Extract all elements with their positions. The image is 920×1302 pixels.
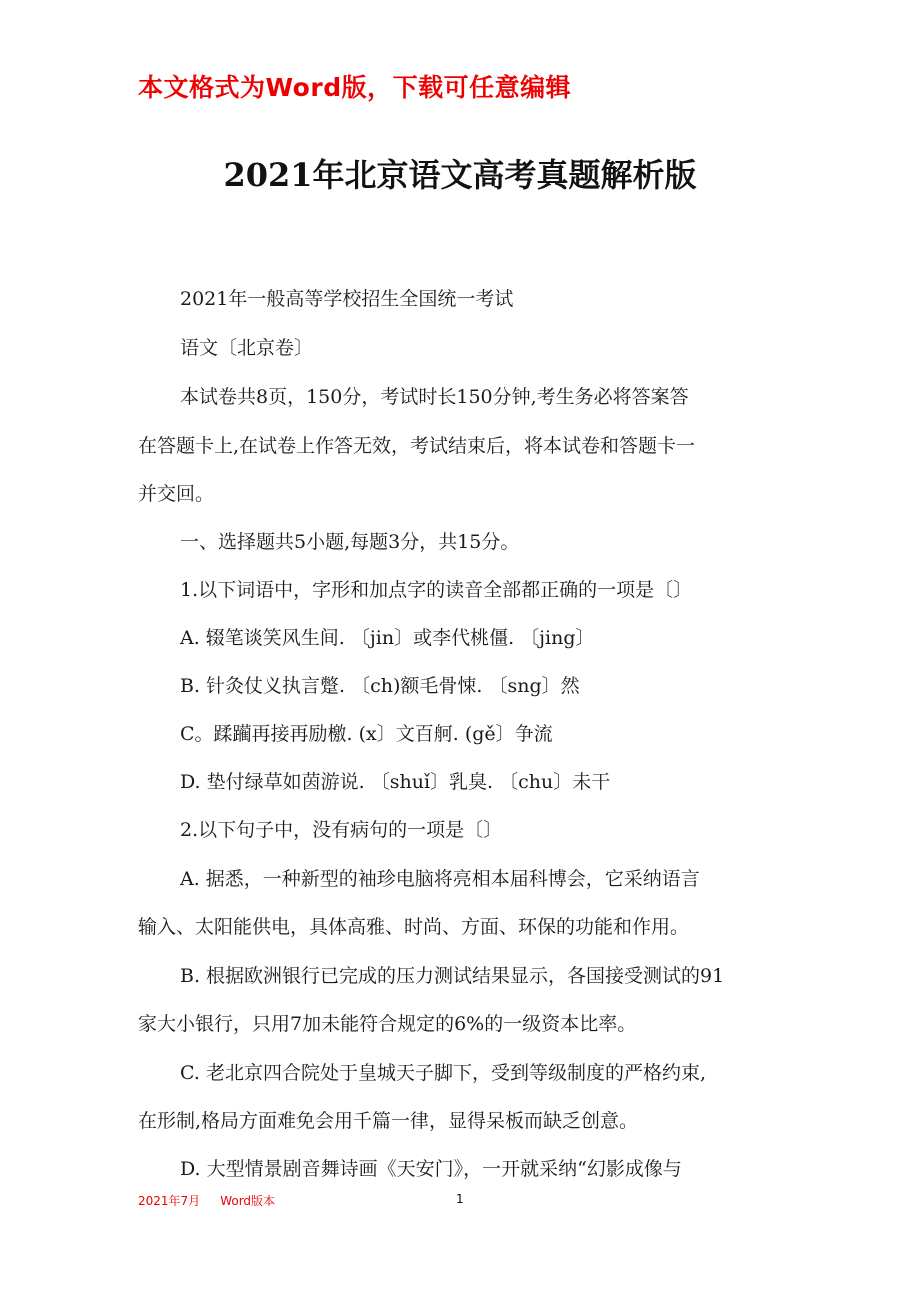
question-2: 2.以下句子中，没有病句的一项是〔〕 xyxy=(180,819,503,841)
question-1: 1.以下词语中，字形和加点字的读音全部都正确的一项是〔〕 xyxy=(180,579,693,601)
exam-subtitle: 语文〔北京卷〕 xyxy=(180,337,314,359)
instructions-line-2: 在答题卡上,在试卷上作答无效，考试结束后，将本试卷和答题卡一 xyxy=(138,435,696,457)
page-number: 1 xyxy=(456,1192,464,1206)
q2-option-c-line-2: 在形制,格局方面难免会用千篇一律，显得呆板而缺乏创意。 xyxy=(138,1110,639,1132)
footer-version: Word版本 xyxy=(220,1194,276,1208)
instructions-line-1: 本试卷共8页，150分，考试时长150分钟,考生务必将答案答 xyxy=(180,386,689,408)
footer-date: 2021年7月 xyxy=(138,1194,201,1208)
q2-option-d-line-1: D. 大型情景剧音舞诗画《天安门》，一开就采纳“幻影成像与 xyxy=(180,1158,682,1180)
instructions-line-3: 并交回。 xyxy=(138,483,215,505)
document-title: 2021年北京语文高考真题解析版 xyxy=(223,156,697,194)
q2-option-b-line-1: B. 根据欧洲银行已完成的压力测试结果显示，各国接受测试的91 xyxy=(180,965,725,987)
exam-name: 2021年一般高等学校招生全国统一考试 xyxy=(180,288,514,310)
q2-option-a-line-2: 输入、太阳能供电，具体高雅、时尚、方面、环保的功能和作用。 xyxy=(138,916,690,938)
q1-option-b: B. 针灸仗义执言蹩. 〔ch)额毛骨悚. 〔sng〕然 xyxy=(180,675,580,697)
editable-notice-banner: 本文格式为Word版，下载可任意编辑 xyxy=(138,73,572,102)
q1-option-a: A. 辍笔谈笑风生间. 〔jin〕或李代桃僵. 〔jing〕 xyxy=(180,627,595,649)
q1-option-d: D. 垫付绿草如茵游说. 〔shuǐ〕乳臭. 〔chu〕未干 xyxy=(180,771,611,793)
q2-option-b-line-2: 家大小银行，只用7加未能符合规定的6%的一级资本比率。 xyxy=(138,1013,637,1035)
q2-option-a-line-1: A. 据悉，一种新型的袖珍电脑将亮相本届科博会，它采纳语言 xyxy=(180,868,700,890)
page-footer xyxy=(138,1192,275,1209)
q2-option-c-line-1: C. 老北京四合院处于皇城天子脚下，受到等级制度的严格约束, xyxy=(180,1062,706,1084)
section-heading: 一、选择题共5小题,每题3分，共15分。 xyxy=(180,531,520,553)
q1-option-c: C。蹂躏再接再励檄. (x〕文百舸. (gě〕争流 xyxy=(180,723,553,745)
